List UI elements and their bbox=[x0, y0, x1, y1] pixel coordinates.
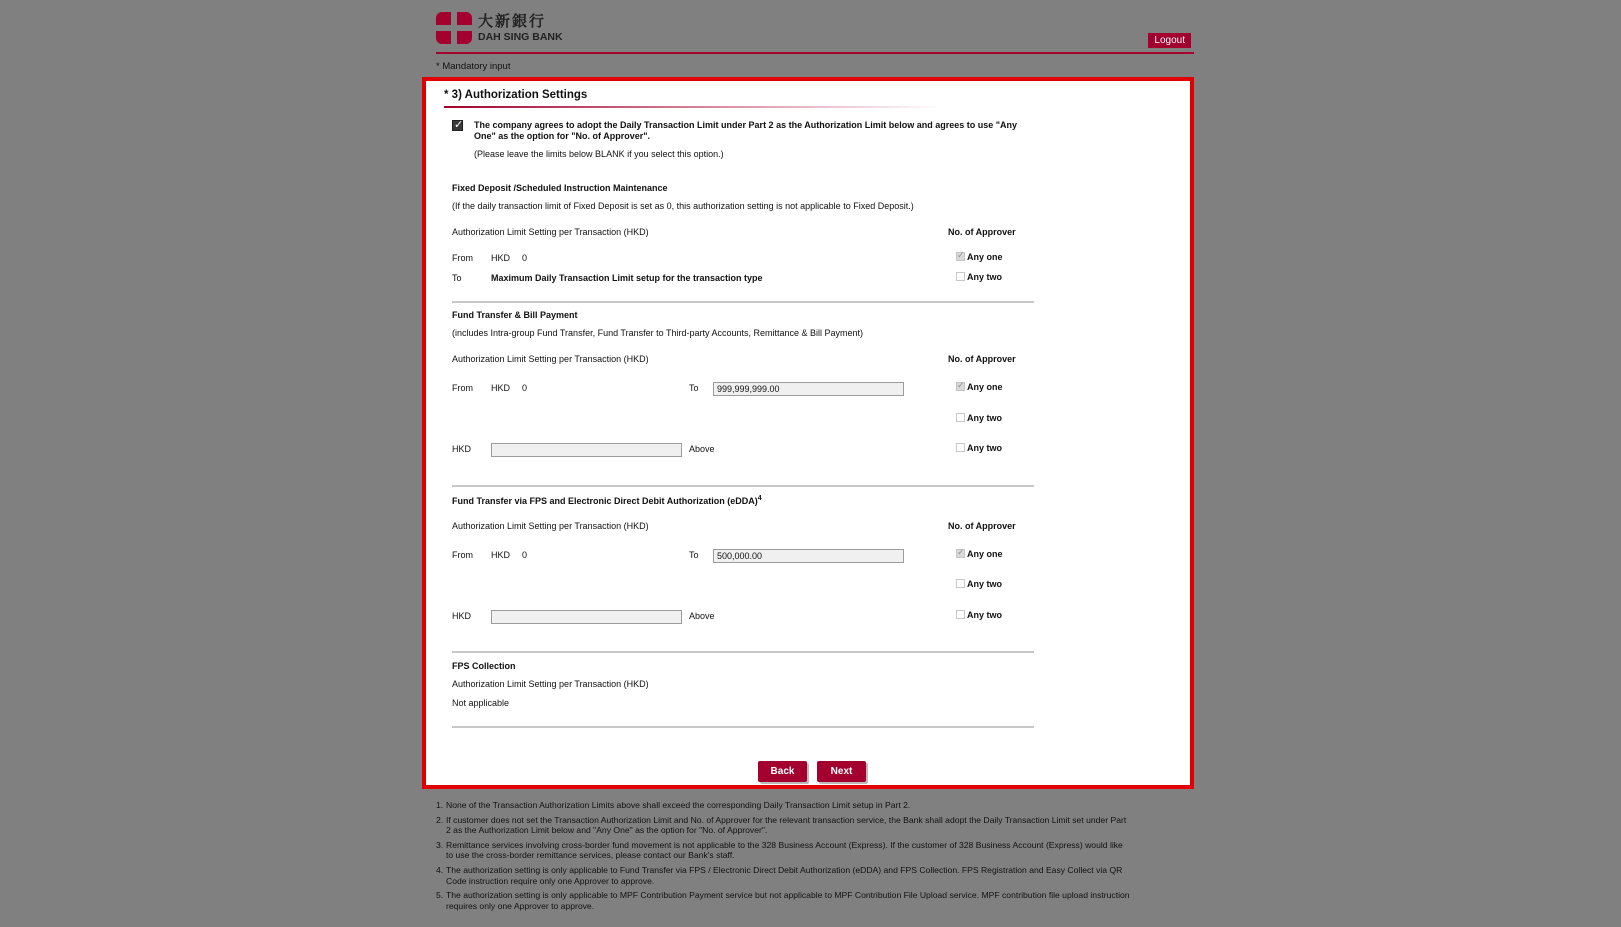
ft-any-two-label: Any two bbox=[967, 413, 1002, 423]
footnote-number: 5. bbox=[436, 890, 444, 901]
fd-any-two-label: Any two bbox=[967, 272, 1002, 282]
fps-above-any-two-label: Any two bbox=[967, 610, 1002, 620]
authorization-settings-panel bbox=[422, 77, 1194, 789]
footnote-text: The authorization setting is only applicable to MPF Contribution Payment service but not applicable to MPF Contribution File Upload service. MPF contribution file upload instruction bbox=[446, 890, 1130, 901]
fd-approver-label: No. of Approver bbox=[948, 227, 1016, 237]
fd-from-value: 0 bbox=[522, 253, 528, 263]
divider bbox=[452, 651, 1034, 653]
logo-english-name: DAH SING BANK bbox=[478, 30, 563, 43]
ft-hkd-label: HKD bbox=[491, 383, 511, 393]
ft-from-label: From bbox=[452, 383, 473, 393]
ft-to-label: To bbox=[689, 383, 699, 393]
divider bbox=[452, 726, 1034, 728]
header bbox=[436, 10, 1194, 54]
agree-note: (Please leave the limits below BLANK if you select this option.) bbox=[474, 149, 724, 159]
footnote-text: Remittance services involving cross-border fund movement is not applicable to the 328 Business Account (Express). If the customer of 328 Business Account (Express) would like bbox=[446, 839, 1123, 850]
footnote-number: 1. bbox=[436, 800, 444, 810]
ft-to-input[interactable]: 999,999,999.00 bbox=[713, 382, 904, 396]
back-button[interactable]: Back bbox=[758, 761, 807, 782]
fps-any-one-label: Any one bbox=[967, 549, 1003, 559]
fd-title: Fixed Deposit /Scheduled Instruction Maintenance bbox=[452, 183, 668, 193]
fps-above-label: Above bbox=[689, 611, 715, 621]
fps-footnote-ref: 4 bbox=[757, 495, 762, 502]
footnote-1 bbox=[436, 800, 1196, 811]
section-title: * 3) Authorization Settings bbox=[444, 89, 588, 101]
agree-text-line2: One" as the option for "No. of Approver". bbox=[474, 131, 650, 141]
logo-chinese-name: 大新銀行 bbox=[478, 12, 547, 30]
fps-from-value: 0 bbox=[522, 550, 528, 560]
divider bbox=[452, 485, 1034, 487]
fps-title bbox=[452, 495, 762, 506]
fd-from-label: From bbox=[452, 253, 473, 263]
fps-to-input[interactable]: 500,000.00 bbox=[713, 549, 904, 563]
fd-any-one-checkbox[interactable] bbox=[956, 252, 965, 261]
fps-any-two-checkbox[interactable] bbox=[956, 579, 965, 588]
ft-above-hkd-label: HKD bbox=[452, 444, 472, 454]
fpsc-not-applicable: Not applicable bbox=[452, 698, 510, 708]
fps-limit-label: Authorization Limit Setting per Transaction (HKD) bbox=[452, 521, 649, 531]
fps-to-label: To bbox=[689, 550, 699, 560]
footnote-text-cont: 2 as the Authorization Limit below and "Any One" as the option for "No. of Approver". bbox=[446, 825, 768, 836]
footnote-text: The authorization setting is only applicable to Fund Transfer via FPS / Electronic Direct Debit Authorization (eDDA) and FPS Collection. FPS Registration and Easy Collect via QR bbox=[446, 864, 1123, 875]
fpsc-limit-label: Authorization Limit Setting per Transaction (HKD) bbox=[452, 679, 649, 689]
fd-to-label: To bbox=[452, 273, 462, 283]
fps-any-two-label: Any two bbox=[967, 579, 1002, 589]
ft-above-any-two-label: Any two bbox=[967, 443, 1002, 453]
bank-logo bbox=[436, 12, 563, 44]
ft-approver-label: No. of Approver bbox=[948, 354, 1016, 364]
ft-any-one-label: Any one bbox=[967, 382, 1003, 392]
footnote-4 bbox=[436, 865, 1196, 886]
ft-note: (includes Intra-group Fund Transfer, Fund Transfer to Third-party Accounts, Remittance & Bill Payment) bbox=[452, 328, 864, 338]
footnote-text-cont: Code instruction require only one Approver to approve. bbox=[446, 875, 655, 886]
footnote-5 bbox=[436, 890, 1196, 911]
fps-hkd-label: HKD bbox=[491, 550, 511, 560]
footnote-text: If customer does not set the Transaction Authorization Limit and No. of Approver for the relevant transaction service, the Bank shall adopt the Daily Transaction Limit set under Part bbox=[446, 814, 1127, 825]
divider bbox=[452, 301, 1034, 303]
footnote-number: 2. bbox=[436, 814, 444, 825]
footnote-number: 4. bbox=[436, 864, 444, 875]
ft-title: Fund Transfer & Bill Payment bbox=[452, 310, 578, 320]
fps-from-label: From bbox=[452, 550, 473, 560]
mandatory-note: * Mandatory input bbox=[436, 61, 511, 72]
agree-text-line1: The company agrees to adopt the Daily Transaction Limit under Part 2 as the Authorization Limit below and agrees to use "Any bbox=[474, 120, 1018, 130]
fps-above-hkd-label: HKD bbox=[452, 611, 472, 621]
ft-above-any-two-checkbox[interactable] bbox=[956, 443, 965, 452]
footnote-3 bbox=[436, 840, 1196, 861]
footnote-text-cont: to use the cross-border remittance services, please contact our Bank's staff. bbox=[446, 850, 735, 861]
bank-logo-icon bbox=[436, 12, 472, 44]
footnote-number: 3. bbox=[436, 839, 444, 850]
ft-above-label: Above bbox=[689, 444, 715, 454]
footnotes bbox=[436, 800, 1196, 915]
logout-button[interactable]: Logout bbox=[1148, 33, 1191, 48]
fd-any-two-checkbox[interactable] bbox=[956, 272, 965, 281]
fd-any-one-label: Any one bbox=[967, 252, 1003, 262]
ft-limit-label: Authorization Limit Setting per Transaction (HKD) bbox=[452, 354, 649, 364]
fps-any-one-checkbox[interactable] bbox=[956, 549, 965, 558]
fps-approver-label: No. of Approver bbox=[948, 521, 1016, 531]
ft-any-one-checkbox[interactable] bbox=[956, 382, 965, 391]
agree-checkbox[interactable] bbox=[452, 120, 463, 131]
ft-from-value: 0 bbox=[522, 383, 528, 393]
ft-above-input[interactable] bbox=[491, 443, 682, 457]
fd-note: (If the daily transaction limit of Fixed Deposit is set as 0, this authorization setting is not applicable to Fixed Deposit.) bbox=[452, 201, 914, 211]
fps-above-input[interactable] bbox=[491, 610, 682, 624]
footnote-text: None of the Transaction Authorization Limits above shall exceed the corresponding Daily Transaction Limit setup in Part 2. bbox=[446, 800, 911, 810]
fd-max-text: Maximum Daily Transaction Limit setup for the transaction type bbox=[491, 273, 763, 283]
ft-any-two-checkbox[interactable] bbox=[956, 413, 965, 422]
fps-above-any-two-checkbox[interactable] bbox=[956, 610, 965, 619]
fpsc-title: FPS Collection bbox=[452, 661, 516, 671]
fd-limit-label: Authorization Limit Setting per Transaction (HKD) bbox=[452, 227, 649, 237]
footnote-2 bbox=[436, 815, 1196, 836]
fps-title-text: Fund Transfer via FPS and Electronic Direct Debit Authorization (eDDA) bbox=[452, 496, 758, 506]
footnote-text-cont: requires only one Approver to approve. bbox=[446, 900, 595, 911]
section-underline bbox=[444, 106, 944, 108]
next-button[interactable]: Next bbox=[817, 761, 866, 782]
fd-hkd-label: HKD bbox=[491, 253, 511, 263]
